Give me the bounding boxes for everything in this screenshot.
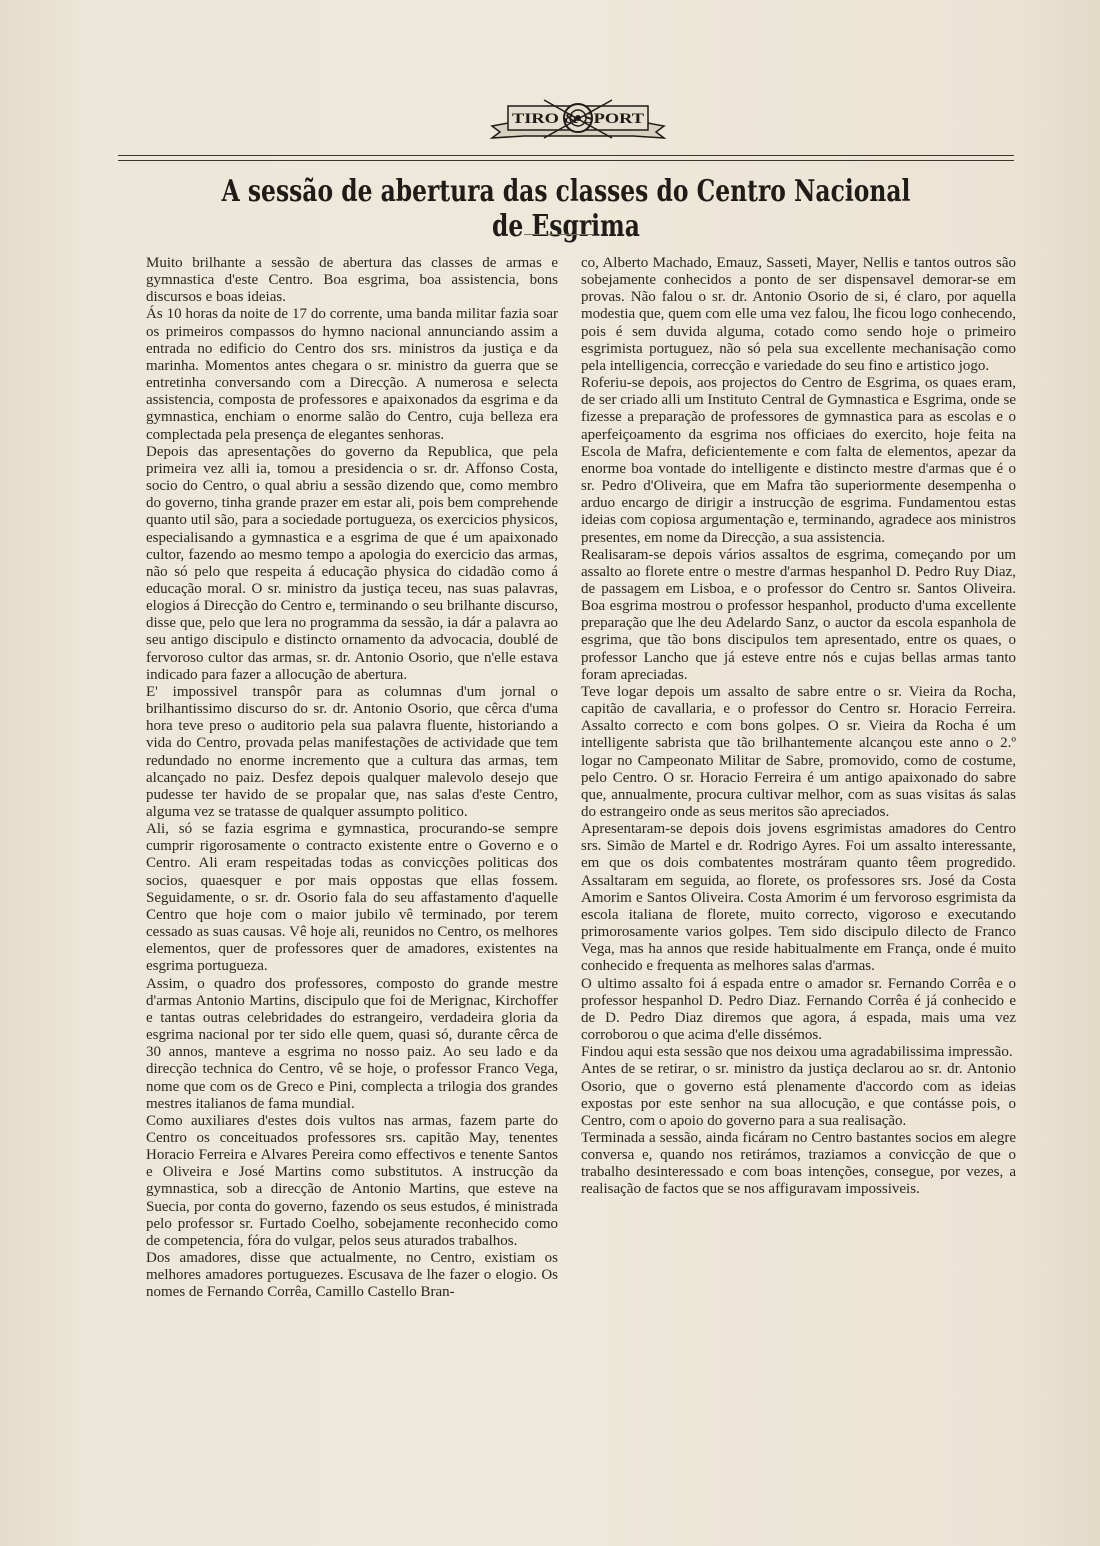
- paragraph: Dos amadores, disse que actualmente, no Centro, existiam os melhores amadores portuguezes. Escusava de lhe fazer o elogio. Os nomes de Fernando Corrêa, Camillo Castello Bran-: [146, 1250, 558, 1301]
- masthead-emblem-text: TIRO & SPORT: [512, 111, 644, 127]
- article-title: A sessão de abertura das classes do Centro Nacional de Esgrima: [221, 174, 911, 244]
- article-column-left: [146, 255, 558, 1302]
- paragraph: Teve logar depois um assalto de sabre entre o sr. Vieira da Rocha, capitão de cavallaria, e o professor do Centro sr. Horacio Ferreira. Assalto correcto e com bons golpes. O sr. Vieira da Rocha é um intelligente sabrista que tão brilhantemente alcançou este anno o 2.º logar no Campeonato Militar de Sabre, promovido, como de costume, pelo Centro. O sr. Horacio Ferreira é um antigo apaixonado do sabre que, annualmente, procura cultivar melhor, com as suas visitas ás salas do estrangeiro onde as seus meritos são apreciados.: [581, 683, 1016, 820]
- paragraph: Apresentaram-se depois dois jovens esgrimistas amadores do Centro srs. Simão de Martel e dr. Rodrigo Ayres. Foi um assalto interessante, em que os dois combatentes mostráram quanto têem progredido. Assaltaram em seguida, ao florete, os professores srs. José da Costa Amorim e Santos Oliveira. Costa Amorim é um fervoroso esgrimista da escola italiana de florete, muito correcto, vigoroso e executando primorosamente varios golpes. Tem sido discipulo dilecto de Franco Vega, mas ha annos que reside habitualmente em França, onde é muito conhecido e frequenta as melhores salas d'armas.: [581, 821, 1016, 975]
- header-rule: [118, 160, 1014, 161]
- paragraph: co, Alberto Machado, Emauz, Sasseti, Mayer, Nellis e tantos outros são sobejamente conhecidos a ponto de ser dispensavel demorar-se em provas. Não falou o sr. dr. Antonio Osorio de si, é claro, por aquella modestia que, quem com elle uma vez falou, lhe ficou logo conhecendo, pois é sem duvida alguma, cotado como sendo hoje o primeiro esgrimista portuguez, não só pela sua excellente mechanisação como pela intelligencia, correcção e variedade do seu fino e artistico jogo.: [581, 255, 1016, 374]
- paragraph: Como auxiliares d'estes dois vultos nas armas, fazem parte do Centro os conceituados professores srs. capitão May, tenentes Horacio Ferreira e Alvares Pereira como effectivos e tenente Santos e Oliveira e José Martins como substitutos. A instrucção da gymnastica, sob a direcção de Antonio Martins, que esteve na Suecia, por conta do governo, fazendo os seus estudos, é ministrada pelo professor sr. Furtado Coelho, sobejamente reconhecido como de competencia, fóra do vulgar, pelos seus aturados trabalhos.: [146, 1112, 558, 1249]
- paragraph: Realisaram-se depois vários assaltos de esgrima, começando por um assalto ao florete entre o mestre d'armas hespanhol D. Pedro Ruy Diaz, de passagem em Lisboa, e o professor do Centro sr. Santos Oliveira. Boa esgrima mostrou o professor hespanhol, producto d'uma excellente preparação que lhe deu Adelardo Sanz, o auctor da escola espanhola de esgrima, que tão bons discipulos tem apresentado, entre os quaes, o professor Lancho que já esteve entre nós e cujas bellas armas tanto foram apreciadas.: [581, 546, 1016, 683]
- paragraph: Depois das apresentações do governo da Republica, que pela primeira vez alli ia, tomou a presidencia o sr. dr. Affonso Costa, socio do Centro, o qual abriu a sessão dizendo que, como membro do governo, tinha grande prazer em estar ali, pois bem comprehende quanto util são, para a sociedade portugueza, os exercicios physicos, especialisando a gymnastica e a esgrima de que é um apaixonado cultor, fazendo ao mesmo tempo a apologia do exercicio das armas, não só pelo que respeita á educação physica do cidadão como á educação moral. O sr. ministro da justiça teceu, nas suas palavras, elogios á Direcção do Centro e, terminando o seu brilhante discurso, disse que, pelo que lera no programma da sessão, ia dár a palavra ao seu antigo discipulo e distincto ornamento da advocacia, doublé de fervoroso cultor das armas, sr. dr. Antonio Osorio, que n'elle estava indicado para fazer a allocução de abertura.: [146, 443, 558, 683]
- paragraph: Roferiu-se depois, aos projectos do Centro de Esgrima, os quaes eram, de ser criado alli um Instituto Central de Gymnastica e Esgrima, onde se fizesse a preparação de professores de gymnastica para as escolas e o aperfeiçoamento da esgrima nos officiaes do exercito, hoje feita na Escola de Mafra, deficientemente e com falta de elementos, apezar da enorme boa vontade do intelligente e distincto mestre d'armas que é o sr. Pedro d'Oliveira, que em Mafra tão superiormente desempenha o arduo encargo de dirigir a instrucção de esgrima. Fundamentou estas ideias com copiosa argumentação e, terminando, agradece aos ministros presentes, em nome da Direcção, a sua assistencia.: [581, 375, 1016, 546]
- paragraph: Antes de se retirar, o sr. ministro da justiça declarou ao sr. dr. Antonio Osorio, que o governo está plenamente d'accordo com as ideias expostas por este senhor na sua allocução, e que contásse pois, o Centro, com o apoio do governo para a sua realisação.: [581, 1061, 1016, 1129]
- paragraph: E' impossivel transpôr para as columnas d'um jornal o brilhantissimo discurso do sr. dr. Antonio Osorio, que cêrca d'uma hora teve preso o auditorio pela sua palavra fluente, historiando a vida do Centro, provada pelas manifestações de actividade que tem redundado no enorme incremento que a cultura das armas, tem alcançado no paiz. Desfez depois qualquer malevolo desejo que pudesse ter havido de se propalar que, nas salas d'este Centro, alguma vez se tratasse de qualquer assumpto politico.: [146, 683, 558, 820]
- paragraph: Assim, o quadro dos professores, composto do grande mestre d'armas Antonio Martins, discipulo que foi de Merignac, Kirchoffer e tantas outras celebridades do estrangeiro, verdadeira gloria da esgrima nacional por ter sido elle quem, quasi só, durante cêrca de 30 annos, manteve a esgrima no nosso paiz. Ao seu lado e da direcção technica do Centro, vê se hoje, o professor Franco Vega, nome que com os de Greco e Pini, complecta a trilogia dos grandes mestres italianos de fama mundial.: [146, 975, 558, 1112]
- article-column-right: [581, 255, 1016, 1199]
- paragraph: O ultimo assalto foi á espada entre o amador sr. Fernando Corrêa e o professor hespanhol D. Pedro Diaz. Fernando Corrêa é já conhecido e de D. Pedro Diaz diremos que agora, á espada, mais uma vez corroborou o que acima d'elle dissémos.: [581, 975, 1016, 1044]
- paragraph: Terminada a sessão, ainda ficáram no Centro bastantes socios em alegre conversa e, quando nos retirámos, traziamos a convicção de que o trabalho desinteressado e com boas intenções, consegue, por vezes, a realisação de factos que se nos affiguravam impossiveis.: [581, 1129, 1016, 1198]
- paragraph: Ás 10 horas da noite de 17 do corrente, uma banda militar fazia soar os primeiros compassos do hymno nacional annunciando assim a entrada no edificio do Centro dos srs. ministros da justiça e da marinha. Momentos antes chegara o sr. ministro da guerra que se entretinha conversando com a Direcção. A numerosa e selecta assistencia, composta de professores e apaixonados da esgrima e da gymnastica, enchiam o enorme salão do Centro, cuja belleza era complectada pela presença de elegantes senhoras.: [146, 306, 558, 443]
- title-divider: [524, 234, 594, 235]
- paragraph: Findou aqui esta sessão que nos deixou uma agradabilissima impressão.: [581, 1044, 1013, 1061]
- masthead-emblem: [484, 92, 672, 146]
- paragraph: Ali, só se fazia esgrima e gymnastica, procurando-se sempre cumprir rigorosamente o contracto existente entre o Governo e o Centro. Ali eram respeitadas todas as convicções politicas dos socios, quaesquer e por mais oppostas que ellas fossem. Seguidamente, o sr. dr. Osorio fala do seu affastamento d'aquelle Centro que hoje com o maior jubilo vê terminado, por terem cessado as suas causas. Vê hoje ali, reunidos no Centro, os melhores elementos, quer de professores quer de amadores, existentes na esgrima portugueza.: [146, 821, 558, 975]
- header-rule: [118, 155, 1014, 156]
- paragraph: Muito brilhante a sessão de abertura das classes de armas e gymnastica d'este Centro. Boa esgrima, boa assistencia, bons discursos e boas ideias.: [146, 255, 558, 306]
